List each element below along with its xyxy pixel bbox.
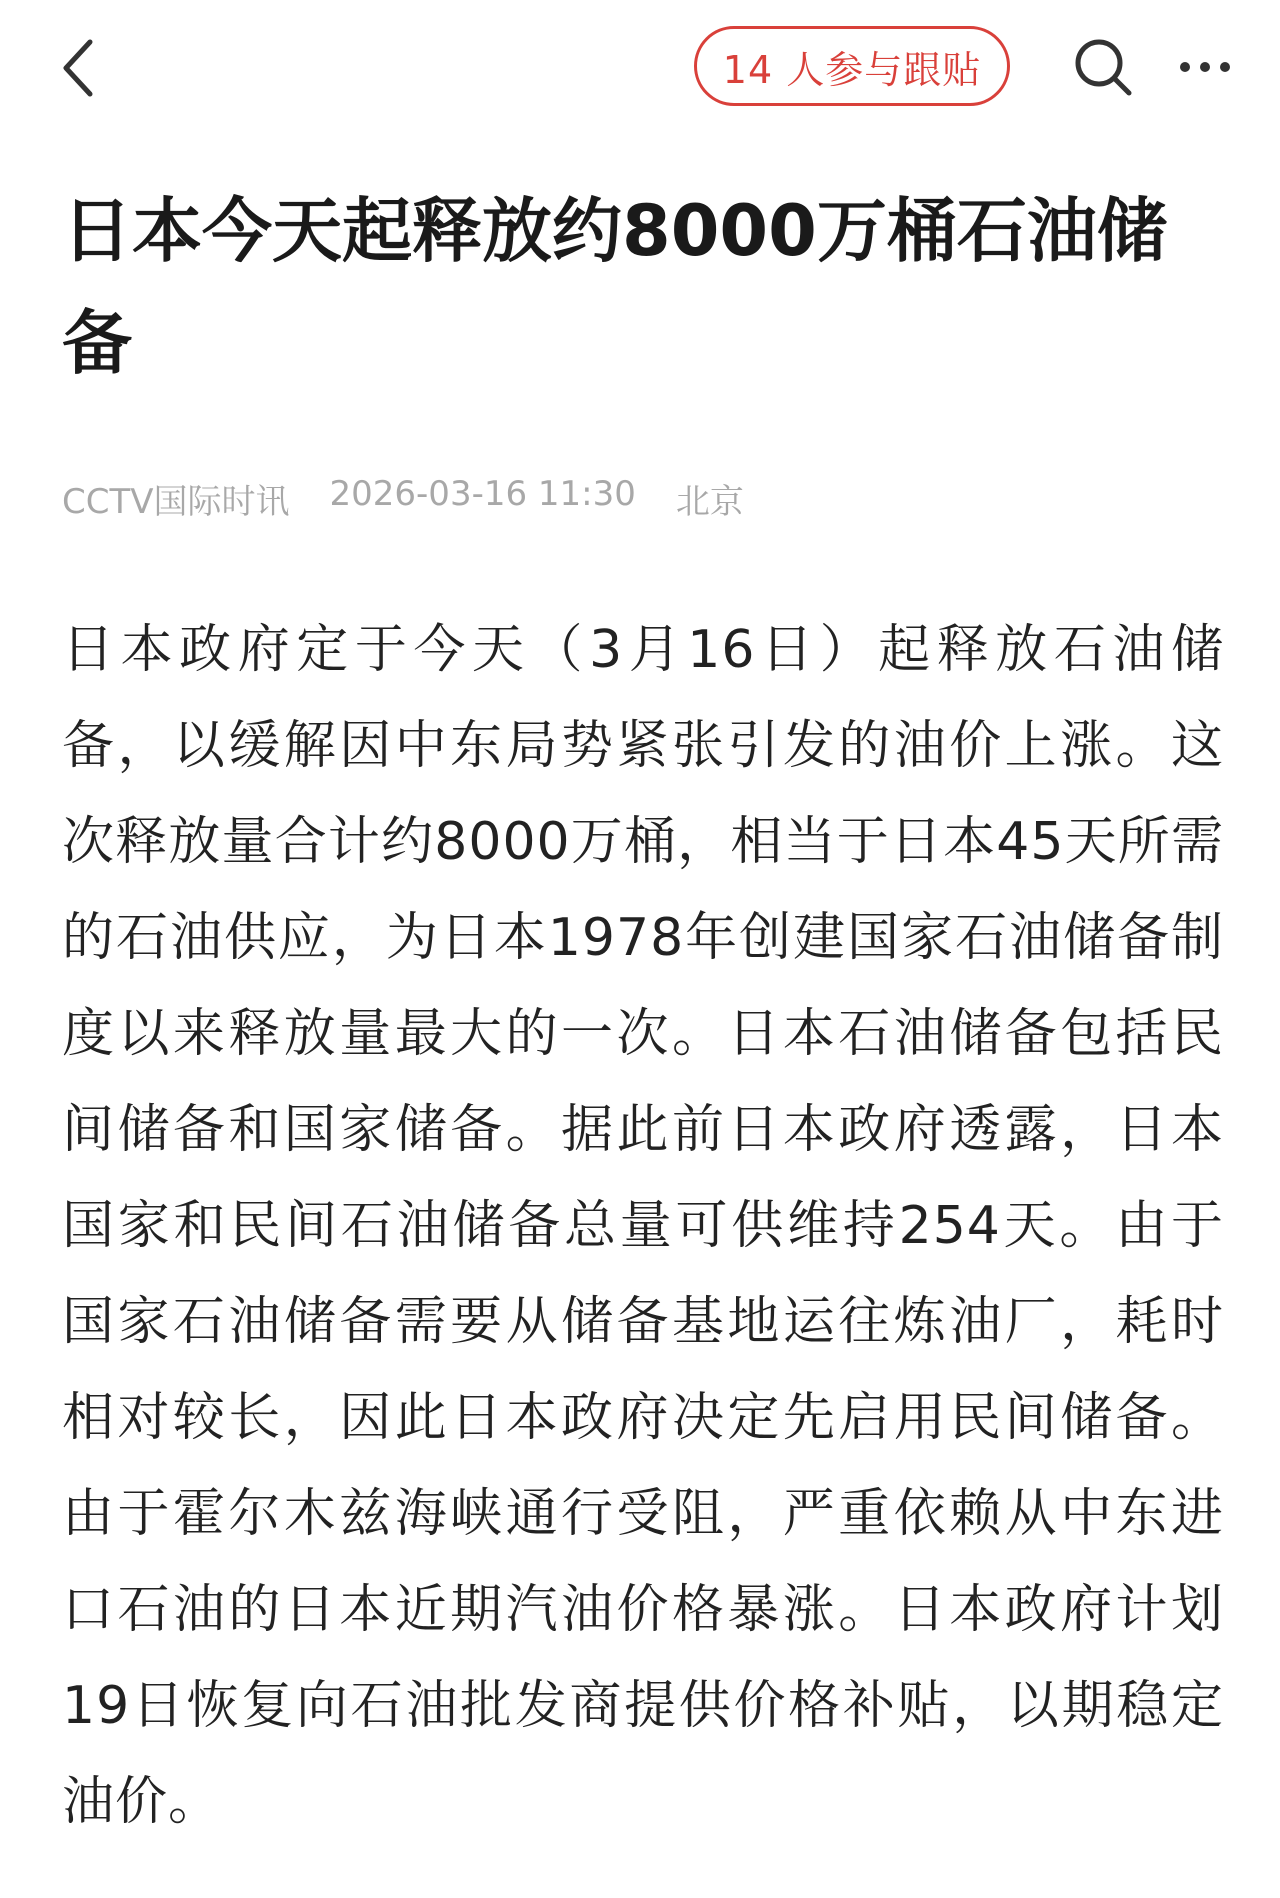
- search-icon: [1071, 35, 1135, 99]
- comment-count-label: 14 人参与跟贴: [722, 47, 982, 92]
- more-button[interactable]: [1170, 32, 1240, 102]
- chevron-left-icon: [58, 36, 98, 100]
- article-body: 日本政府定于今天（3月16日）起释放石油储备，以缓解因中东局势紧张引发的油价上涨。这次释放量合计约8000万桶，相当于日本45天所需的石油供应，为日本1978年创建国家石油储备制度以来释放量最大的一次。日本石油储备包括民间储备和国家储备。据此前日本政府透露，日本国家和民间石油储备总量可供维持254天。由于国家石油储备需要从储备基地运往炼油厂，耗时相对较长，因此日本政府决定先启用民间储备。由于霍尔木兹海峡通行受阻，严重依赖从中东进口石油的日本近期汽油价格暴涨。日本政府计划19日恢复向石油批发商提供价格补贴，以期稳定油价。: [62, 620, 1224, 1832]
- comment-count-button[interactable]: [694, 26, 1010, 106]
- article-datetime: 2026-03-16 11:30: [329, 474, 636, 514]
- more-dots-icon: [1177, 57, 1233, 77]
- back-button[interactable]: [48, 28, 108, 108]
- top-bar: [0, 0, 1280, 140]
- article-source[interactable]: CCTV国际时讯: [62, 482, 290, 522]
- article-location: 北京: [675, 482, 744, 522]
- article-title: 日本今天起释放约8000万桶石油储备: [62, 190, 1167, 384]
- search-button[interactable]: [1068, 32, 1138, 102]
- article-meta: [62, 474, 1222, 523]
